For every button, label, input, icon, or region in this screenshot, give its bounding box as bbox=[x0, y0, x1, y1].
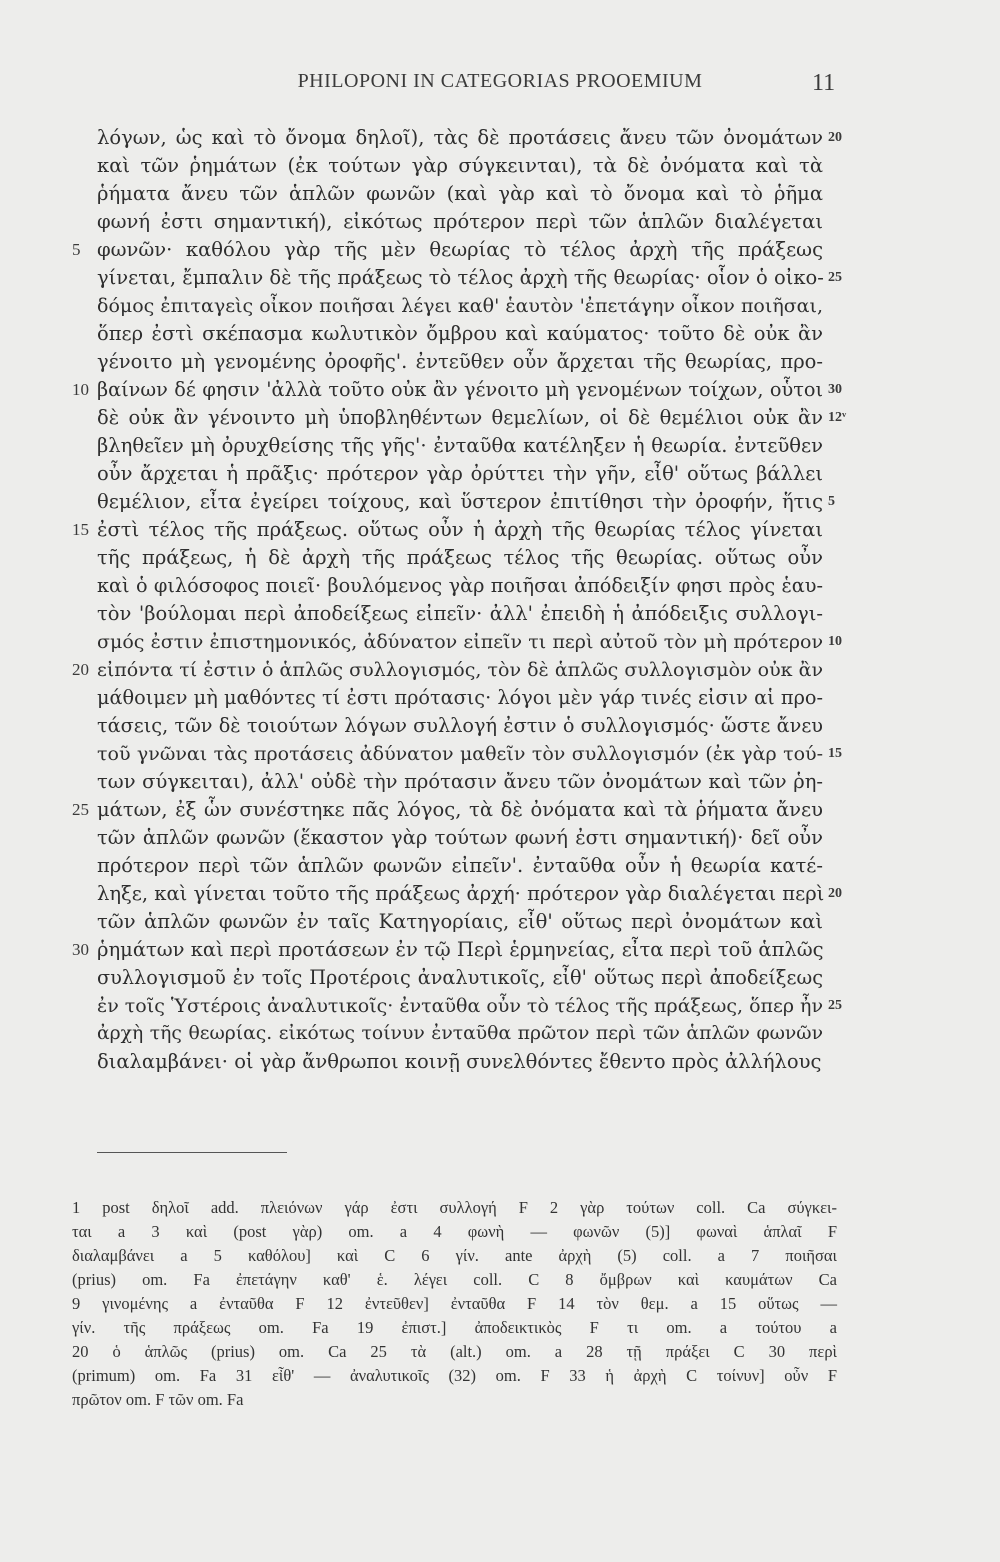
line-number-left: 15 bbox=[72, 520, 89, 539]
text-line: των σύγκειται), ἀλλ' οὐδὲ τὴν πρότασιν ἄνευ τῶν ὀνομάτων καὶ τῶν ῥη- bbox=[97, 770, 823, 793]
apparatus-line: 9 γινομένης a ἐνταῦθα F 12 ἐντεῦθεν] ἐνταῦθα F 14 τὸν θεμ. a 15 οὕτως — bbox=[72, 1294, 837, 1313]
apparatus-line: γίν. τῆς πράξεως om. Fa 19 ἐπιστ.] ἀποδεικτικὸς F τι om. a τούτου a bbox=[72, 1318, 837, 1337]
line-number-right: 5 bbox=[828, 494, 835, 509]
text-line: τὸν 'βούλομαι περὶ ἀποδείξεως εἰπεῖν· ἀλλ' ἐπειδὴ ἡ ἀπόδειξις συλλογι- bbox=[97, 602, 823, 625]
line-number-right: 30 bbox=[828, 382, 842, 397]
line-number-right: 25 bbox=[828, 270, 842, 285]
line-number-left: 20 bbox=[72, 660, 89, 679]
text-line: ληξε, καὶ γίνεται τοῦτο τῆς πράξεως ἀρχή· πρότερον γὰρ διαλέγεται περὶ bbox=[97, 882, 825, 905]
line-number-right: 20 bbox=[828, 130, 842, 145]
apparatus-divider bbox=[97, 1152, 287, 1153]
apparatus-line: (primum) om. Fa 31 εἶθ' — ἀναλυτικοῖς (32) om. F 33 ἡ ἀρχὴ C τοίνυν] οὖν F bbox=[72, 1366, 837, 1385]
page-number: 11 bbox=[812, 70, 836, 96]
apparatus-line: 1 post δηλοῖ add. πλειόνων γάρ ἐστι συλλογή F 2 γὰρ τούτων coll. Ca σύγκει- bbox=[72, 1198, 837, 1217]
text-line: φωνή ἐστι σημαντική), εἰκότως πρότερον περὶ τῶν ἁπλῶν διαλέγεται bbox=[97, 210, 823, 233]
text-line: οὖν ἄρχεται ἡ πρᾶξις· πρότερον γὰρ ὀρύττει τὴν γῆν, εἶθ' οὕτως βάλλει bbox=[97, 462, 823, 485]
text-line: εἰπόντα τί ἐστιν ὁ ἁπλῶς συλλογισμός, τὸν δὲ ἁπλῶς συλλογισμὸν οὐκ ἂν bbox=[97, 659, 823, 681]
text-line: ὅπερ ἐστὶ σκέπασμα κωλυτικὸν ὄμβρου καὶ καύματος· τοῦτο δὲ οὐκ ἂν bbox=[97, 322, 823, 345]
text-line: θεμέλιον, εἶτα ἐγείρει τοίχους, καὶ ὕστερον ἐπιτίθησι τὴν ὀροφήν, ἥτις bbox=[97, 490, 823, 513]
running-title: PHILOPONI IN CATEGORIAS PROOEMIUM bbox=[297, 70, 703, 92]
line-number-left: 25 bbox=[72, 800, 89, 819]
text-line: τῶν ἁπλῶν φωνῶν ἐν ταῖς Κατηγορίαις, εἶθ' οὕτως περὶ ὀνομάτων καὶ bbox=[97, 910, 823, 933]
text-line: μάτων, ἐξ ὧν συνέστηκε πᾶς λόγος, τὰ δὲ ὀνόματα καὶ τὰ ῥήματα ἄνευ bbox=[97, 798, 823, 821]
text-line: διαλαμβάνει· οἱ γὰρ ἄνθρωποι κοινῇ συνελθόντες ἔθεντο πρὸς ἀλλήλους bbox=[97, 1050, 822, 1073]
text-line: τάσεις, τῶν δὲ τοιούτων λόγων συλλογή ἐστιν ὁ συλλογισμός· ὥστε ἄνευ bbox=[97, 714, 823, 737]
apparatus-line: 20 ὁ ἁπλῶς (prius) om. Ca 25 τὰ (alt.) om. a 28 τῇ πράξει C 30 περὶ bbox=[72, 1342, 837, 1361]
text-line: καὶ τῶν ῥημάτων (ἐκ τούτων γὰρ σύγκεινται), τὰ δὲ ὀνόματα καὶ τὰ bbox=[97, 154, 823, 177]
text-line: γίνεται, ἔμπαλιν δὲ τῆς πράξεως τὸ τέλος ἀρχὴ τῆς θεωρίας· οἷον ὁ οἰκο- bbox=[97, 266, 824, 289]
text-line: τοῦ γνῶναι τὰς προτάσεις ἀδύνατον μαθεῖν τὸν συλλογισμόν (ἐκ γὰρ τού- bbox=[97, 743, 823, 765]
apparatus-line: πρῶτον om. F τῶν om. Fa bbox=[72, 1390, 244, 1409]
text-line: ἀρχὴ τῆς θεωρίας. εἰκότως τοίνυν ἐνταῦθα πρῶτον περὶ τῶν ἁπλῶν φωνῶν bbox=[97, 1023, 823, 1044]
apparatus-line: (prius) om. Fa ἐπετάγην καθ' ἑ. λέγει coll. C 8 ὄμβρων καὶ καυμάτων Ca bbox=[72, 1270, 837, 1289]
text-line: μάθοιμεν μὴ μαθόντες τί ἐστι πρότασις· λόγοι μὲν γάρ τινές εἰσιν αἱ προ- bbox=[97, 686, 823, 709]
text-line: καὶ ὁ φιλόσοφος ποιεῖ· βουλόμενος γὰρ ποιῆσαι ἀπόδειξίν φησι πρὸς ἑαυ- bbox=[97, 574, 823, 597]
line-number-left: 5 bbox=[72, 240, 81, 259]
text-line: τῶν ἁπλῶν φωνῶν (ἕκαστον γὰρ τούτων φωνή ἐστι σημαντική)· δεῖ οὖν bbox=[97, 826, 823, 849]
text-line: φωνῶν· καθόλου γὰρ τῆς μὲν θεωρίας τὸ τέλος ἀρχὴ τῆς πράξεως bbox=[97, 238, 823, 261]
text-line: σμός ἐστιν ἐπιστημονικός, ἀδύνατον εἰπεῖν τι περὶ αὐτοῦ τὸν μὴ πρότερον bbox=[97, 631, 823, 653]
text-line: ἐστὶ τέλος τῆς πράξεως. οὕτως οὖν ἡ ἀρχὴ τῆς θεωρίας τέλος γίνεται bbox=[97, 518, 823, 541]
text-line: τῆς πράξεως, ἡ δὲ ἀρχὴ τῆς πράξεως τέλος τῆς θεωρίας. οὕτως οὖν bbox=[97, 546, 823, 569]
text-line: πρότερον περὶ τῶν ἁπλῶν φωνῶν εἰπεῖν'. ἐνταῦθα οὖν ἡ θεωρία κατέ- bbox=[97, 854, 823, 877]
line-number-right: 15 bbox=[828, 746, 842, 761]
apparatus-line: ται a 3 καὶ (post γὰρ) om. a 4 φωνὴ — φωνῶν (5)] φωναὶ ἁπλαῖ F bbox=[72, 1222, 837, 1241]
line-number-left: 10 bbox=[72, 380, 89, 399]
text-line: δὲ οὐκ ἂν γένοιντο μὴ ὑποβληθέντων θεμελίων, οἱ δὲ θεμέλιοι οὐκ ἂν bbox=[97, 406, 823, 429]
text-line: συλλογισμοῦ ἐν τοῖς Προτέροις ἀναλυτικοῖς, εἶθ' οὕτως περὶ ἀποδείξεως bbox=[97, 966, 823, 989]
text-line: δόμος ἐπιταγεὶς οἶκον ποιῆσαι λέγει καθ' ἑαυτὸν 'ἐπετάγην οἶκον ποιῆσαι, bbox=[97, 295, 823, 317]
apparatus-line: διαλαμβάνει a 5 καθόλου] καὶ C 6 γίν. ante ἀρχὴ (5) coll. a 7 ποιῆσαι bbox=[72, 1246, 837, 1265]
text-line: γένοιτο μὴ γενομένης ὀροφῆς'. ἐντεῦθεν οὖν ἄρχεται τῆς θεωρίας, προ- bbox=[97, 350, 823, 373]
text-line: λόγων, ὡς καὶ τὸ ὄνομα δηλοῖ), τὰς δὲ προτάσεις ἄνευ τῶν ὀνομάτων bbox=[97, 126, 823, 149]
text-line: ῥήματα ἄνευ τῶν ἁπλῶν φωνῶν (καὶ γὰρ καὶ τὸ ὄνομα καὶ τὸ ῥῆμα bbox=[97, 182, 823, 205]
line-number-right: 20 bbox=[828, 886, 842, 901]
text-line: ἐν τοῖς Ὑστέροις ἀναλυτικοῖς· ἐνταῦθα οὖν τὸ τέλος τῆς πράξεως, ὅπερ ἦν bbox=[97, 995, 823, 1017]
line-number-right: 25 bbox=[828, 998, 842, 1013]
line-number-right: 10 bbox=[828, 634, 842, 649]
folio-marker: 12ᵛ bbox=[828, 410, 847, 425]
line-number-left: 30 bbox=[72, 940, 89, 959]
text-line: ῥημάτων καὶ περὶ προτάσεων ἐν τῷ Περὶ ἑρμηνείας, εἶτα περὶ τοῦ ἁπλῶς bbox=[97, 938, 824, 961]
text-line: βαίνων δέ φησιν 'ἀλλὰ τοῦτο οὐκ ἂν γένοιτο μὴ γενομένων τοίχων, οὗτοι bbox=[97, 378, 823, 401]
text-line: βληθεῖεν μὴ ὀρυχθείσης τῆς γῆς'· ἐνταῦθα κατέληξεν ἡ θεωρία. ἐντεῦθεν bbox=[97, 434, 823, 457]
